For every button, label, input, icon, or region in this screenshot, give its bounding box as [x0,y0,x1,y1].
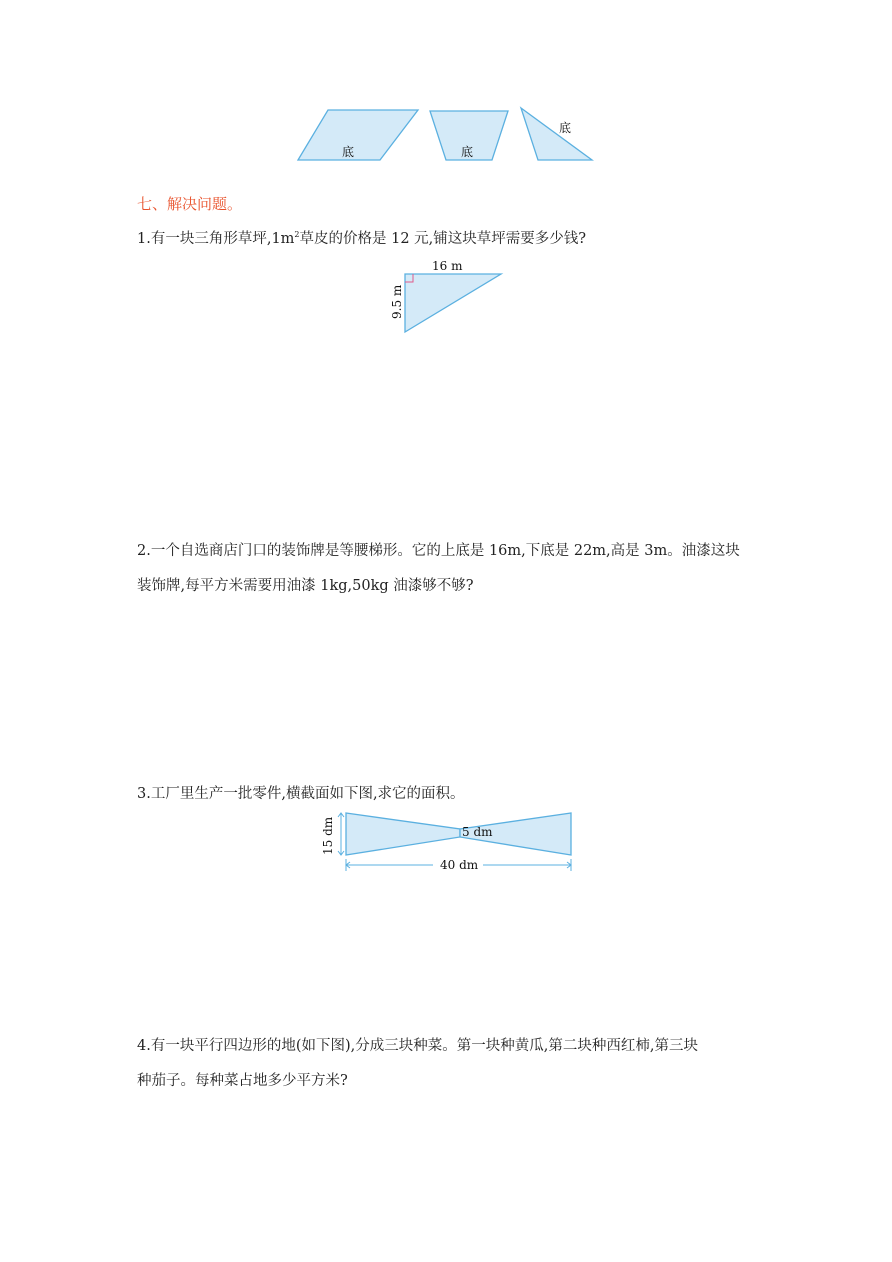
trapezoid-base-label: 底 [461,145,474,159]
triangle-shape [521,108,592,160]
triangle-side-label: 9.5 m [390,284,404,319]
section-title: 七、解决问题。 [137,195,243,213]
middle-width-label: 5 dm [462,825,493,839]
parallelogram-shape [298,110,418,160]
question-1-text-end: 草皮的价格是 12 元,铺这块草坪需要多少钱? [299,231,587,247]
left-height-label: 15 dm [321,816,335,855]
question-1-triangle-figure [385,255,515,340]
question-2-line-2: 装饰牌,每平方米需要用油漆 1kg,50kg 油漆够不够? [137,578,474,594]
top-shapes-figure [290,100,610,170]
triangle-base-label: 底 [559,121,572,135]
question-4-line-1: 4.有一块平行四边形的地(如下图),分成三块种菜。第一块种黄瓜,第二块种西红柿,第三块 [137,1038,698,1054]
question-1-superscript: 2 [294,230,300,240]
question-3-bowtie-figure [315,805,585,875]
triangle-top-label: 16 m [432,259,463,273]
right-triangle-shape [405,274,501,332]
question-1-text-start: 1.有一块三角形草坪,1m [137,231,295,247]
parallelogram-base-label: 底 [342,145,355,159]
bowtie-left-trapezoid [346,813,460,855]
bottom-length-label: 40 dm [440,858,479,872]
question-3-text: 3.工厂里生产一批零件,横截面如下图,求它的面积。 [137,786,465,802]
question-4-line-2: 种茄子。每种菜占地多少平方米? [137,1073,348,1089]
question-1-text [137,229,586,249]
question-2-line-1: 2.一个自选商店门口的装饰牌是等腰梯形。它的上底是 16m,下底是 22m,高是 3m。油漆这块 [137,543,740,559]
